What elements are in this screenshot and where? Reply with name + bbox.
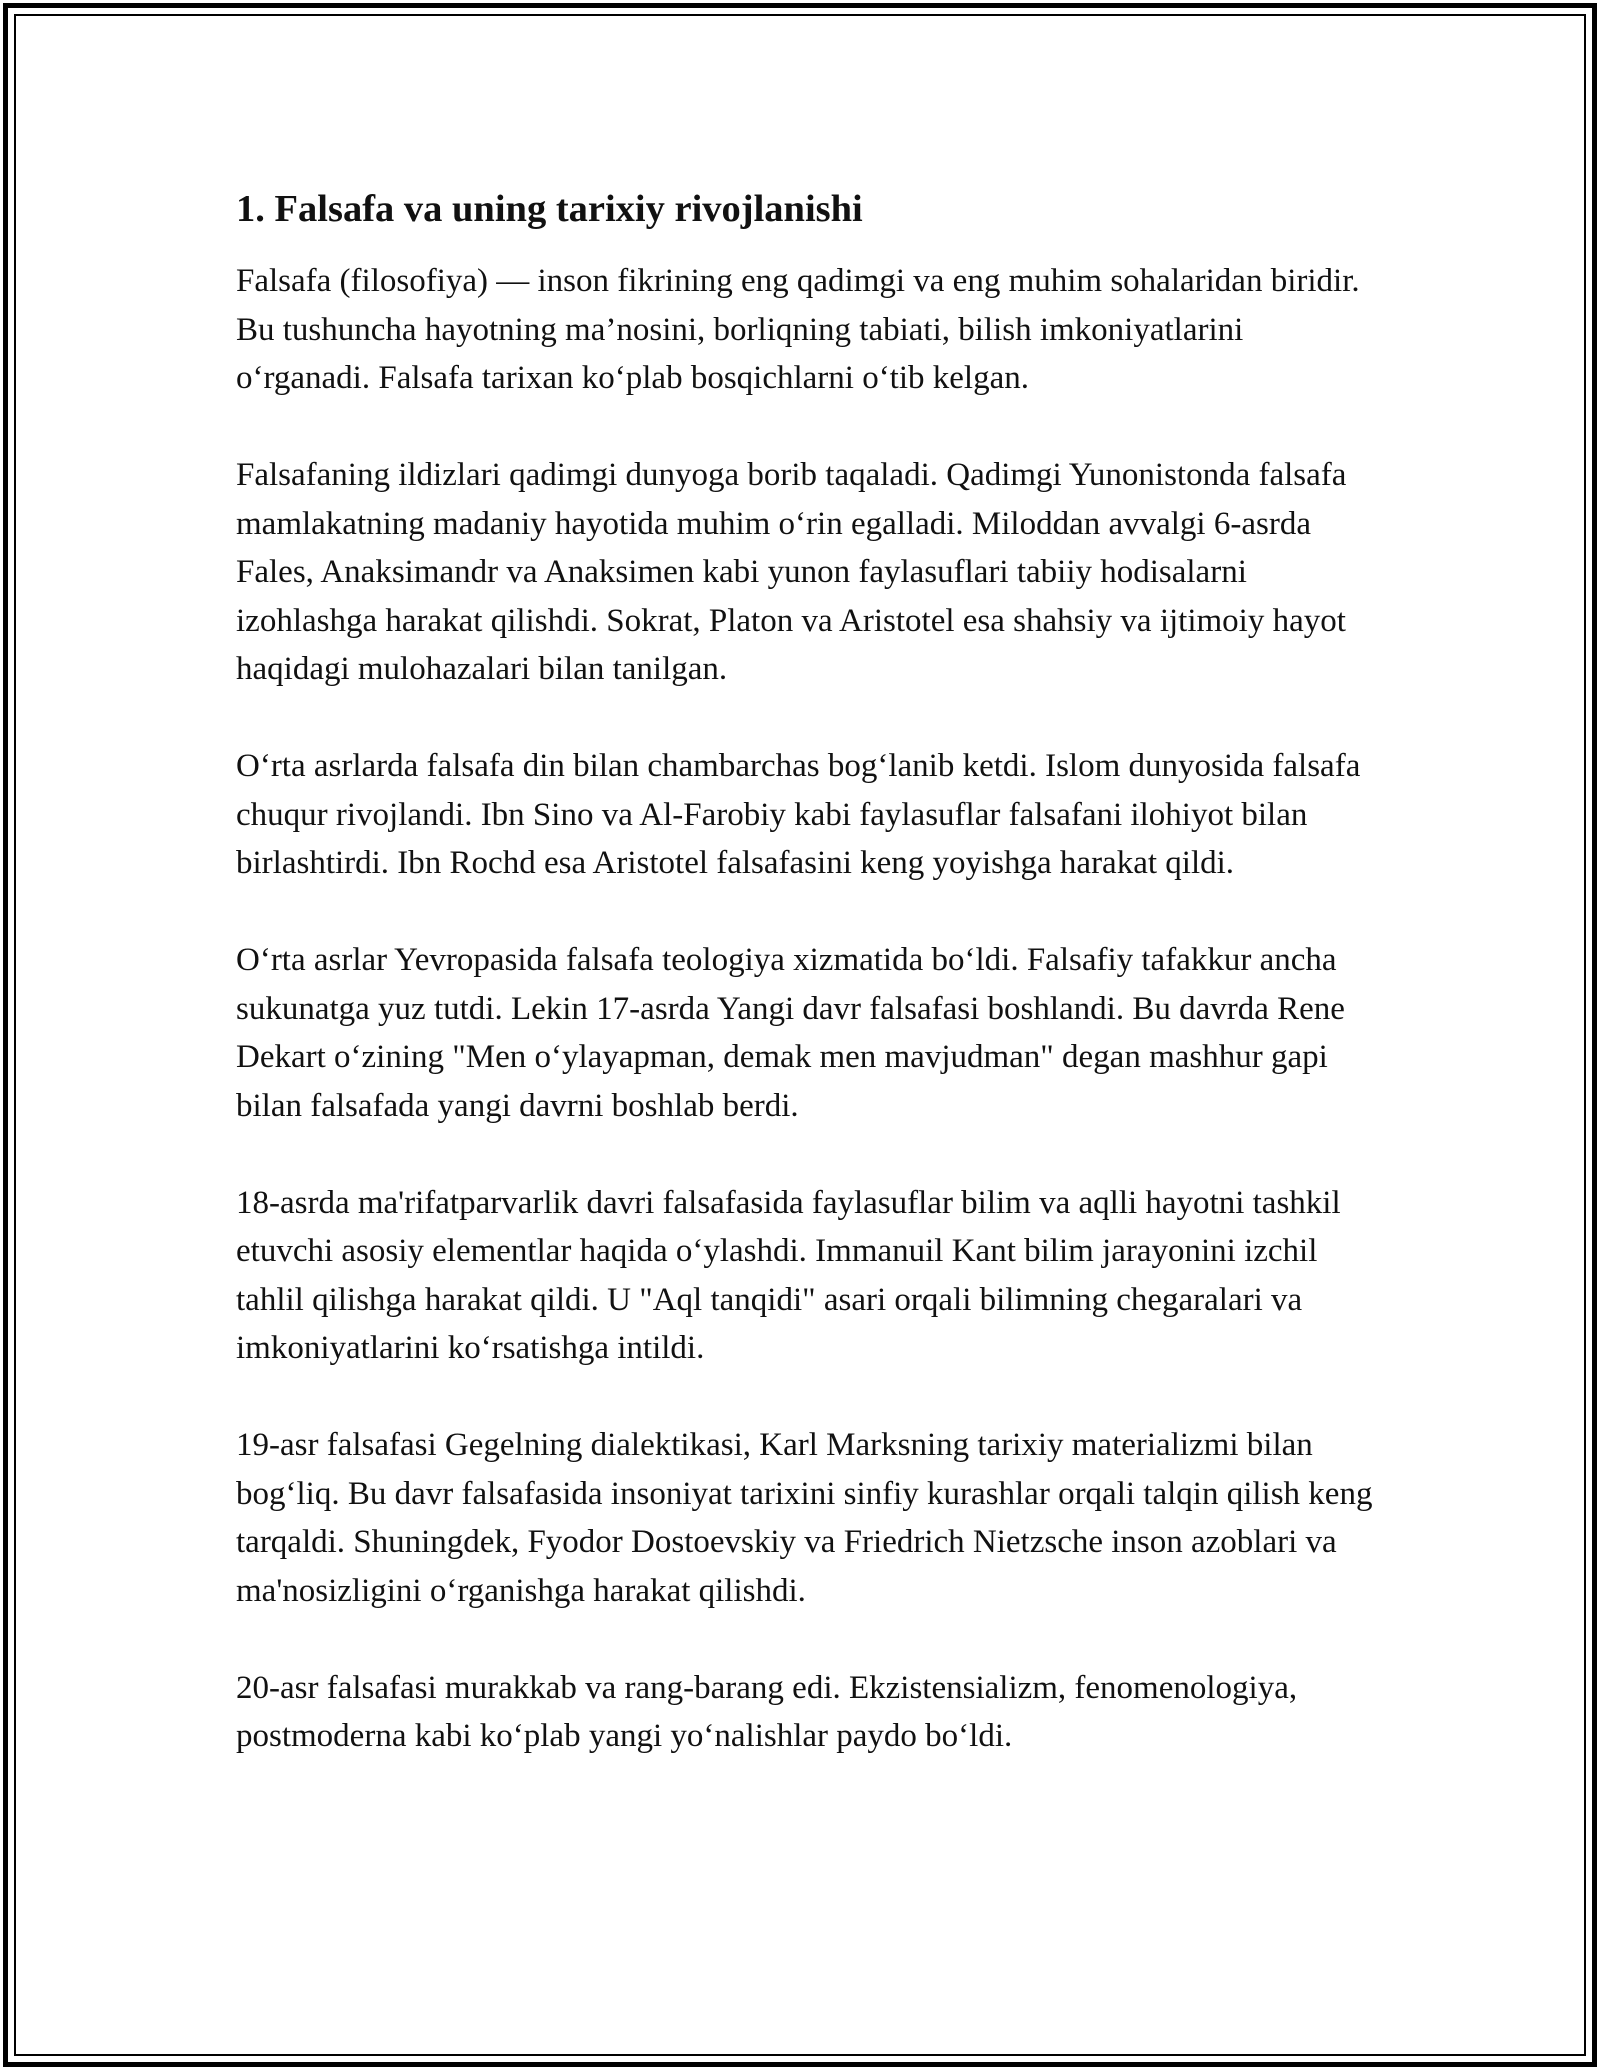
- paragraph: Falsafa (filosofiya) — inson fikrining eng qadimgi va eng muhim sohalaridan biridir. Bu tushuncha hayotning ma’nosini, borliqning tabiati, bilish imkoniyatlarini o‘rganadi. Falsafa tarixan ko‘plab bosqichlarni o‘tib kelgan.: [236, 263, 1360, 397]
- paragraph: 19-asr falsafasi Gegelning dialektikasi, Karl Marksning tarixiy materializmi bilan bog‘liq. Bu davr falsafasida insoniyat tarixini sinfiy kurashlar orqali talqin qilish keng tarqaldi. Shuningdek, Fyodor Dostoevskiy va Friedrich Nietzsche inson azoblari va ma'nosizligini o‘rganishga harakat qilishdi.: [236, 1427, 1373, 1609]
- paragraph: 20-asr falsafasi murakkab va rang-barang edi. Ekzistensializm, fenomenologiya, postmoderna kabi ko‘plab yangi yo‘nalishlar paydo bo‘ldi.: [236, 1669, 1298, 1755]
- document-body: [236, 186, 1376, 1761]
- paragraph: Falsafaning ildizlari qadimgi dunyoga borib taqaladi. Qadimgi Yunonistonda falsafa mamlakatning madaniy hayotida muhim o‘rin egalladi. Miloddan avvalgi 6-asrda Fales, Anaksimandr va Anaksimen kabi yunon faylasuflari tabiiy hodisalarni izohlashga harakat qilishdi. Sokrat, Platon va Aristotel esa shahsiy va ijtimoiy hayot haqidagi mulohazalari bilan tanilgan.: [236, 457, 1347, 688]
- paragraph: 18-asrda ma'rifatparvarlik davri falsafasida faylasuflar bilim va aqlli hayotni tashkil etuvchi asosiy elementlar haqida o‘ylashdi. Immanuil Kant bilim jarayonini izchil tahlil qilishga harakat qildi. U "Aql tanqidi" asari orqali bilimning chegaralari va imkoniyatlarini ko‘rsatishga intildi.: [236, 1184, 1341, 1367]
- paragraph: O‘rta asrlar Yevropasida falsafa teologiya xizmatida bo‘ldi. Falsafiy tafakkur ancha sukunatga yuz tutdi. Lekin 17-asrda Yangi davr falsafasi boshlandi. Bu davrda Rene Dekart o‘zining "Men o‘ylayapman, demak men mavjudman" degan mashhur gapi bilan falsafada yangi davrni boshlab berdi.: [236, 942, 1345, 1124]
- section-heading: 1. Falsafa va uning tarixiy rivojlanishi: [236, 188, 863, 230]
- paragraph: O‘rta asrlarda falsafa din bilan chambarchas bog‘lanib ketdi. Islom dunyosida falsafa chuqur rivojlandi. Ibn Sino va Al-Farobiy kabi faylasuflar falsafani ilohiyot bilan birlashtirdi. Ibn Rochd esa Aristotel falsafasini keng yoyishga harakat qildi.: [236, 748, 1361, 882]
